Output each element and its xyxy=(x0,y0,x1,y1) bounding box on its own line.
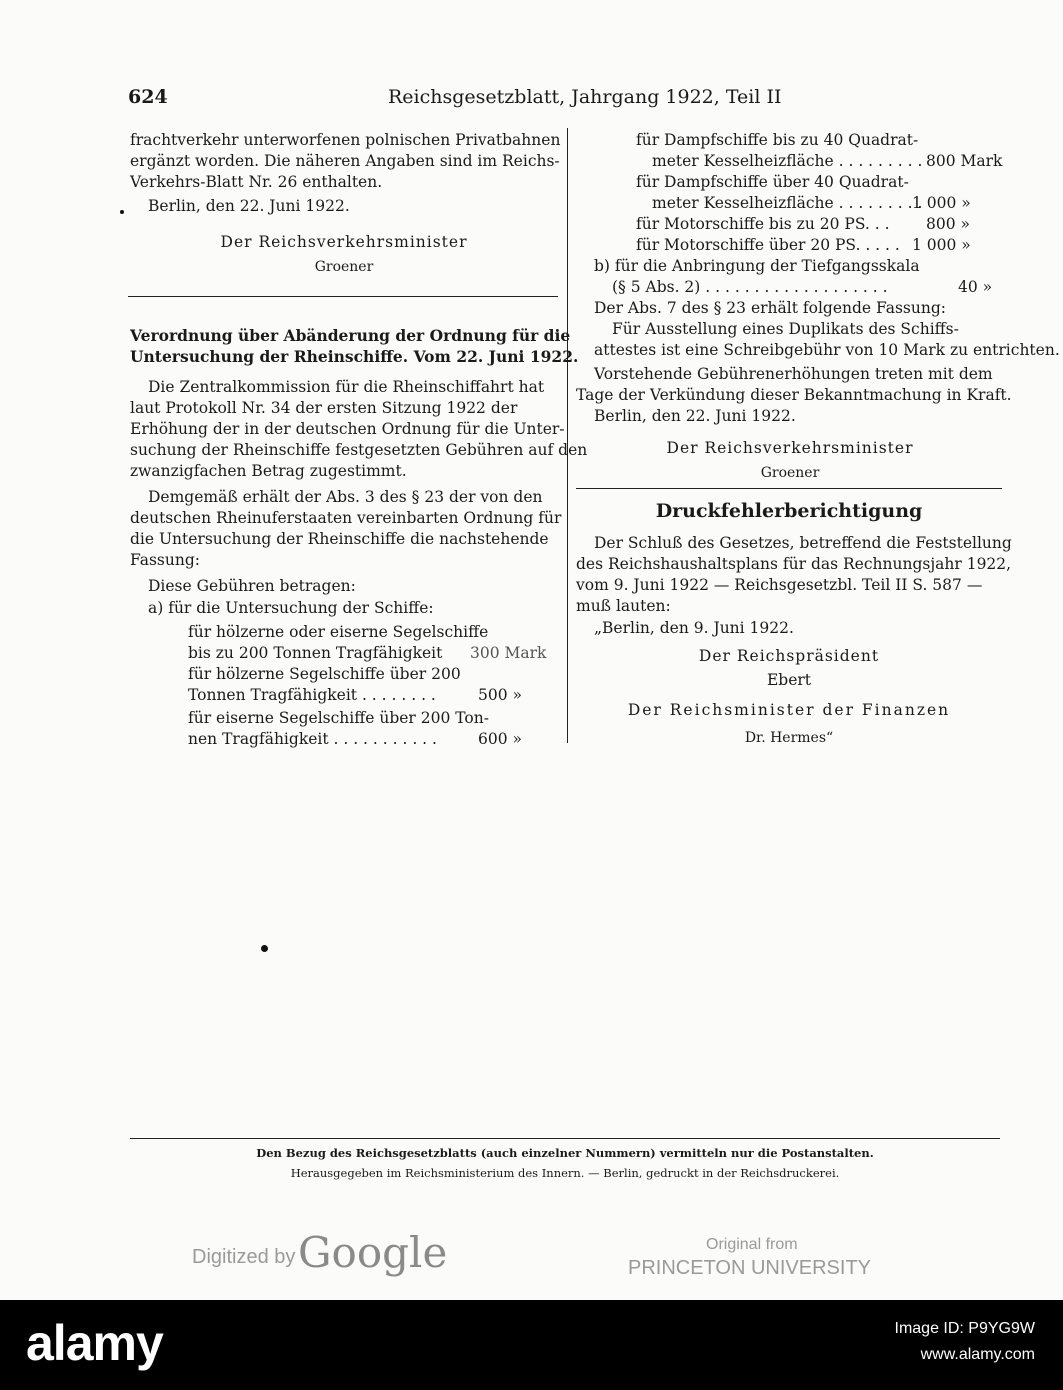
fee-line: meter Kesselheizfläche . . . . . . . . . xyxy=(652,194,923,212)
fee-amount: 800 » xyxy=(926,215,970,233)
paragraph-line: Erhöhung der in der deutschen Ordnung für die Unter- xyxy=(130,420,565,438)
ordinance-title: Untersuchung der Rheinschiffe. Vom 22. Juni 1922. xyxy=(130,347,579,366)
paragraph-line: Die Zentralkommission für die Rheinschiffahrt hat xyxy=(148,378,545,396)
paragraph-line: Für Ausstellung eines Duplikats des Schiffs- xyxy=(612,320,959,338)
errata-title: Druckfehlerberichtigung xyxy=(655,500,923,522)
fee-line: für hölzerne oder eiserne Segelschiffe xyxy=(188,623,489,641)
original-from-label: Original from xyxy=(706,1236,798,1253)
paragraph-line: attestes ist eine Schreibgebühr von 10 Mark zu entrichten. xyxy=(594,341,1060,359)
signature-title: Der Reichsverkehrsminister xyxy=(666,439,914,457)
signature-name: Groener xyxy=(760,465,820,481)
intro-line: Verkehrs-Blatt Nr. 26 enthalten. xyxy=(130,173,383,191)
errata-line: vom 9. Juni 1922 — Reichsgesetzbl. Teil II S. 587 — xyxy=(576,576,983,594)
fee-amount: 1 000 » xyxy=(912,236,971,254)
paragraph-line: suchung der Rheinschiffe festgesetzten Gebühren auf den xyxy=(130,441,588,459)
fee-line: für eiserne Segelschiffe über 200 Ton- xyxy=(188,709,489,727)
item-b: (§ 5 Abs. 2) . . . . . . . . . . . . . . . . . . . xyxy=(612,278,888,296)
date-line: Berlin, den 22. Juni 1922. xyxy=(148,197,350,215)
stock-url: www.alamy.com xyxy=(920,1346,1035,1363)
fee-line: für Dampfschiffe über 40 Quadrat- xyxy=(636,173,909,191)
errata-line: Der Schluß des Gesetzes, betreffend die Feststellung xyxy=(594,534,1012,552)
column-divider xyxy=(567,128,568,743)
fee-amount: 1 000 » xyxy=(912,194,971,212)
fee-line: für Motorschiffe bis zu 20 PS. . . xyxy=(636,215,890,233)
paragraph-line: Tage der Verkündung dieser Bekanntmachung in Kraft. xyxy=(576,386,1012,404)
print-speck xyxy=(120,210,124,214)
fee-line: bis zu 200 Tonnen Tragfähigkeit xyxy=(188,644,443,662)
footer-line: Den Bezug des Reichsgesetzblatts (auch einzelner Nummern) vermitteln nur die Postanstalten. xyxy=(256,1146,874,1160)
paragraph-line: zwanzigfachen Betrag zugestimmt. xyxy=(130,462,407,480)
fee-line: für Motorschiffe über 20 PS. . . . . xyxy=(636,236,900,254)
footer-rule xyxy=(130,1138,1000,1139)
page-number: 624 xyxy=(128,86,168,108)
paragraph-line: die Untersuchung der Rheinschiffe die nachstehende xyxy=(130,530,549,548)
fee-line: für Dampfschiffe bis zu 40 Quadrat- xyxy=(636,131,919,149)
fee-line: meter Kesselheizfläche . . . . . . . . . xyxy=(652,152,923,170)
fee-line: Tonnen Tragfähigkeit . . . . . . . . xyxy=(188,686,436,704)
errata-line: muß lauten: xyxy=(576,597,671,615)
fee-amount: 500 » xyxy=(478,686,522,704)
running-title: Reichsgesetzblatt, Jahrgang 1922, Teil II xyxy=(388,86,782,108)
paragraph-line: deutschen Rheinuferstaaten vereinbarten Ordnung für xyxy=(130,509,562,527)
fee-amount: 40 » xyxy=(958,278,993,296)
fee-amount: 300 Mark xyxy=(470,644,547,662)
paragraph-line: laut Protokoll Nr. 34 der ersten Sitzung 1922 der xyxy=(130,399,518,417)
signature-title: Der Reichsminister der Finanzen xyxy=(627,701,951,719)
signature-name: Groener xyxy=(314,259,374,275)
signature-name: Ebert xyxy=(766,671,812,689)
stock-brand-logo: alamy xyxy=(26,1315,163,1371)
fee-amount: 800 Mark xyxy=(926,152,1003,170)
paragraph-line: Vorstehende Gebührenerhöhungen treten mit dem xyxy=(594,365,993,383)
intro-line: frachtverkehr unterworfenen polnischen Privatbahnen xyxy=(130,131,561,149)
item-b: b) für die Anbringung der Tiefgangsskala xyxy=(594,257,920,275)
signature-name: Dr. Hermes“ xyxy=(744,730,834,746)
intro-line: ergänzt worden. Die näheren Angaben sind im Reichs- xyxy=(130,152,560,170)
fee-line: für hölzerne Segelschiffe über 200 xyxy=(188,665,461,683)
google-logo: Google xyxy=(298,1228,448,1277)
fee-line: nen Tragfähigkeit . . . . . . . . . . . xyxy=(188,730,437,748)
paragraph-line: Der Abs. 7 des § 23 erhält folgende Fassung: xyxy=(594,299,946,317)
footer-line: Herausgegeben im Reichsministerium des Innern. — Berlin, gedruckt in der Reichsdruckerei. xyxy=(290,1166,840,1180)
date-line: Berlin, den 22. Juni 1922. xyxy=(594,407,796,425)
signature-title: Der Reichspräsident xyxy=(698,647,880,665)
item-a: a) für die Untersuchung der Schiffe: xyxy=(148,599,434,617)
university-label: PRINCETON UNIVERSITY xyxy=(628,1257,871,1279)
stock-image-id: Image ID: P9YG9W xyxy=(894,1320,1035,1337)
section-rule xyxy=(128,296,558,297)
stock-footer-band xyxy=(0,1300,1063,1390)
print-speck xyxy=(261,945,268,952)
ordinance-title: Verordnung über Abänderung der Ordnung für die xyxy=(130,326,571,345)
fees-intro: Diese Gebühren betragen: xyxy=(148,577,356,595)
section-rule xyxy=(576,488,1002,489)
digitized-by-label: Digitized by xyxy=(192,1246,296,1268)
paragraph-line: Demgemäß erhält der Abs. 3 des § 23 der von den xyxy=(148,488,543,506)
quote-date: „Berlin, den 9. Juni 1922. xyxy=(594,619,794,637)
fee-amount: 600 » xyxy=(478,730,522,748)
paragraph-line: Fassung: xyxy=(130,551,200,569)
errata-line: des Reichshaushaltsplans für das Rechnungsjahr 1922, xyxy=(576,555,1012,573)
signature-title: Der Reichsverkehrsminister xyxy=(220,233,468,251)
